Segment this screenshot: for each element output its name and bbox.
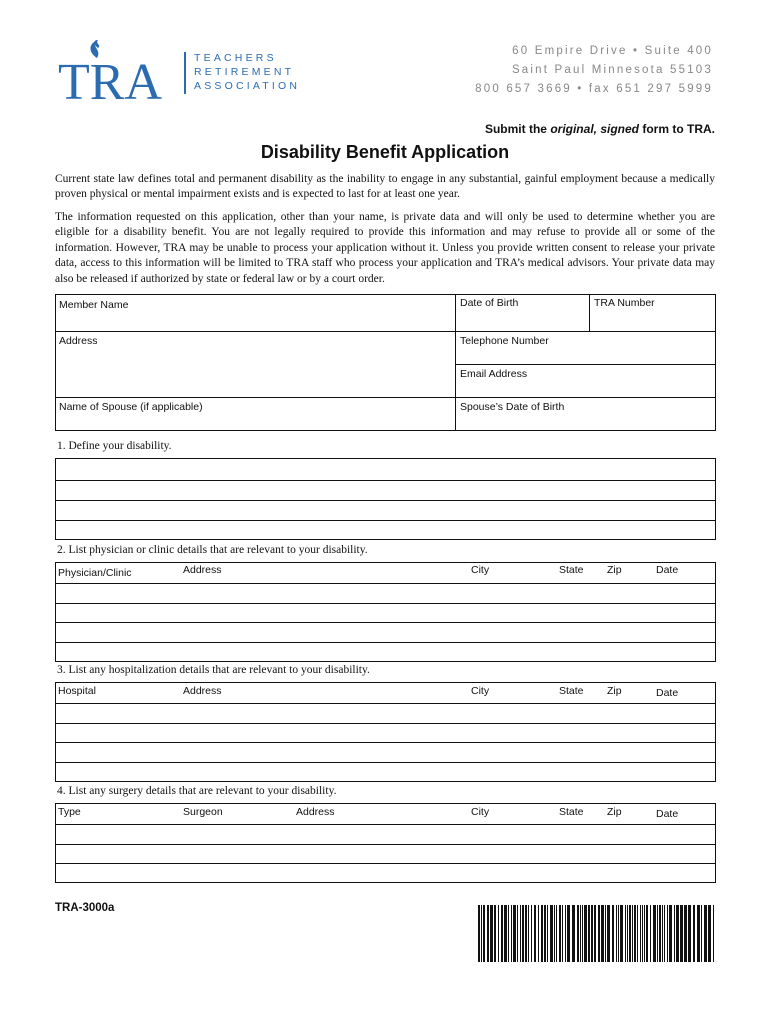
submit-instruction [300,122,715,136]
email-field[interactable]: Email Address [460,368,528,380]
form-code: TRA-3000a [55,902,115,914]
address-field[interactable]: Address [59,335,98,347]
barcode-bar [676,905,679,962]
col-city: City [471,685,490,697]
barcode-bar [591,905,593,962]
barcode-bar [618,905,619,962]
barcode-bar [693,905,695,962]
barcode-bar [680,905,683,962]
col-address: Address [296,806,335,818]
barcode-bar [504,905,507,962]
barcode-bar [538,905,539,962]
barcode-bar [594,905,596,962]
barcode-bar [642,905,643,962]
barcode-bar [629,905,631,962]
col-physician-clinic: Physician/Clinic [58,567,132,579]
barcode-bar [669,905,672,962]
org-name-line2: RETIREMENT [194,66,295,78]
barcode-bar [582,905,583,962]
barcode-bar [544,905,546,962]
col-address: Address [183,685,222,697]
tra-number-field[interactable]: TRA Number [594,297,655,309]
barcode-bar [601,905,604,962]
barcode-bar [567,905,570,962]
surgery-table [55,803,716,883]
barcode-bar [498,905,499,962]
org-name-line1: TEACHERS [194,52,277,64]
tra-logo [58,40,176,102]
org-name-line3: ASSOCIATION [194,80,301,92]
barcode-bar [625,905,626,962]
barcode-bar [637,905,638,962]
barcode-bar [580,905,581,962]
barcode-bar [525,905,527,962]
col-type: Type [58,806,81,818]
barcode-bar [511,905,512,962]
address-street: 60 Empire Drive • Suite 400 [512,45,713,57]
barcode-bar [520,905,521,962]
barcode-bar [598,905,600,962]
barcode-bar [483,905,485,962]
telephone-field[interactable]: Telephone Number [460,335,549,347]
barcode-bar [662,905,663,962]
barcode-bar [513,905,516,962]
col-city: City [471,806,490,818]
barcode-bar [605,905,606,962]
intro-paragraph: Current state law defines total and permanent disability as the inability to engage in any substantial, gainful employment because a medically proven physical or mental impairment exists and is expected to last for at least one year. [55,173,715,201]
barcode-bar [541,905,543,962]
col-state: State [559,685,584,697]
barcode-bar [708,905,711,962]
col-date: Date [656,808,679,820]
barcode-bar [565,905,566,962]
barcode-bar [572,905,575,962]
submit-prefix: Submit the [484,122,551,136]
privacy-paragraph: The information requested on this application, other than your name, is private data and will only be used to determine whether you are eligible for a disability benefit. You are not legally required to provide this information and may refuse to provide all or some of the information. However, TRA may be unable to process your application without it. Unless you provide written consent to release your private data, access to this information will be limited to TRA staff who process your application and TRA’s medical advisors. Your private data may also be released if authorized by state or federal law or by a court order. [55,211,715,285]
barcode-bar [501,905,503,962]
col-zip: Zip [607,685,622,697]
barcode-bar [550,905,553,962]
member-info-box [55,294,716,431]
col-date: Date [656,687,679,699]
barcode-bar [528,905,529,962]
section1-question: 1. Define your disability. [57,440,172,452]
section3-question: 3. List any hospitalization details that are relevant to your disability. [57,664,370,676]
barcode-bar [522,905,524,962]
barcode-bar [588,905,590,962]
barcode-bar [490,905,493,962]
logo-letters: TRA [58,54,162,102]
barcode-bar [607,905,610,962]
barcode-bar [653,905,656,962]
barcode-bar [674,905,675,962]
barcode-bar [612,905,614,962]
barcode-bar [644,905,645,962]
barcode-bar [616,905,617,962]
barcode-bar [664,905,665,962]
barcode-bar [659,905,661,962]
barcode-bar [531,905,532,962]
physician-table [55,562,716,662]
barcode-bar [634,905,636,962]
col-address: Address [183,564,222,576]
barcode-bar [650,905,651,962]
logo-divider [184,52,186,94]
barcode-bar [487,905,489,962]
barcode-bar [620,905,623,962]
col-surgeon: Surgeon [183,806,223,818]
address-phone: 800 657 3669 • fax 651 297 5999 [475,83,713,95]
col-zip: Zip [607,564,622,576]
barcode-bar [559,905,561,962]
barcode-bar [688,905,691,962]
section4-question: 4. List any surgery details that are relevant to your disability. [57,785,337,797]
hospitalization-table [55,682,716,782]
barcode-bar [713,905,714,962]
barcode-bar [562,905,563,962]
barcode-bar [640,905,641,962]
barcode-bar [554,905,555,962]
barcode-bar [697,905,700,962]
spouse-dob-field[interactable]: Spouse’s Date of Birth [460,401,565,413]
submit-emphasis: original, signed [550,122,639,136]
barcode-bar [481,905,482,962]
col-zip: Zip [607,806,622,818]
col-hospital: Hospital [58,685,96,697]
disability-definition-box[interactable] [55,458,716,540]
barcode-bar [547,905,548,962]
col-state: State [559,806,584,818]
barcode-bar [684,905,687,962]
barcode-bar [701,905,702,962]
barcode-bar [508,905,509,962]
barcode-bar [494,905,496,962]
barcode-bar [478,905,480,962]
barcode-bar [632,905,633,962]
barcode-bar [627,905,628,962]
barcode-bar [584,905,587,962]
barcode-bar [646,905,648,962]
section2-question: 2. List physician or clinic details that are relevant to your disability. [57,544,368,556]
barcode-bar [577,905,579,962]
col-date: Date [656,564,679,576]
barcode-bar [667,905,668,962]
date-of-birth-field[interactable]: Date of Birth [460,297,519,309]
page-title: Disability Benefit Application [260,142,510,162]
barcode-bar [556,905,557,962]
col-city: City [471,564,490,576]
barcode-icon [478,905,714,962]
col-state: State [559,564,584,576]
spouse-name-field[interactable]: Name of Spouse (if applicable) [59,401,203,413]
barcode-bar [704,905,707,962]
barcode-bar [517,905,518,962]
member-name-field[interactable]: Member Name [59,299,129,311]
submit-suffix: form to TRA. [639,122,715,136]
address-city: Saint Paul Minnesota 55103 [511,64,713,76]
barcode-bar [534,905,536,962]
barcode-bar [657,905,658,962]
